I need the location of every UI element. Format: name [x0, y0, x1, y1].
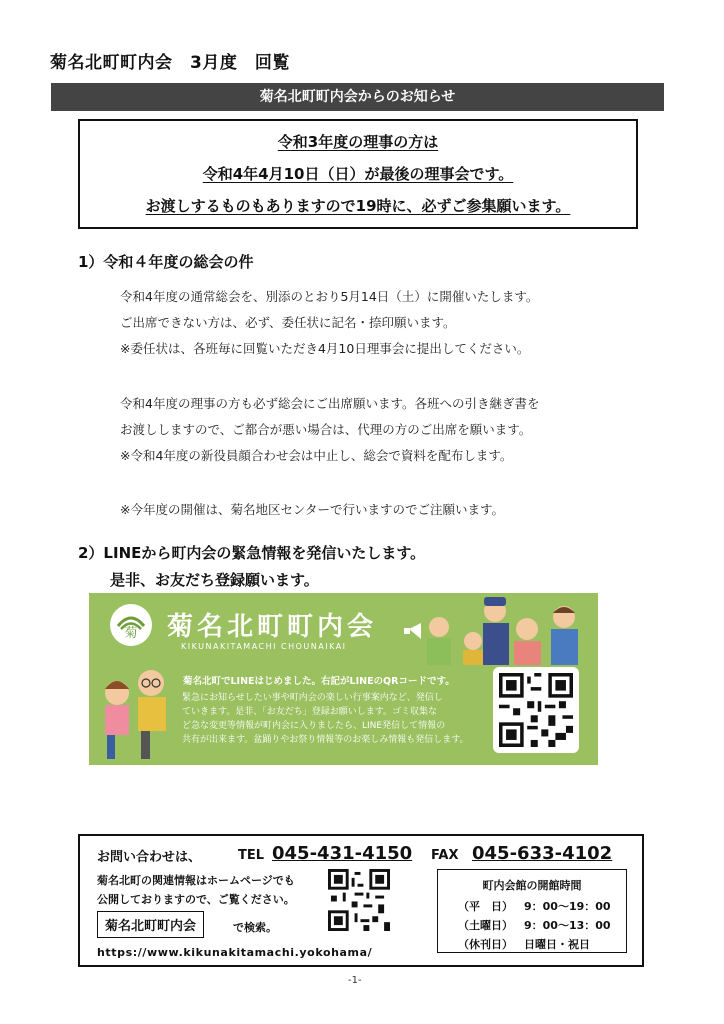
section2-subheading: 是非、お友だち登録願います。	[110, 571, 319, 589]
search-keyword-box: 菊名北町町内会	[97, 911, 204, 938]
logo-character: 菊	[124, 626, 138, 641]
section1-paragraph: ※今年度の開催は、菊名地区センターで行いますのでご注願います。	[120, 502, 504, 517]
hours-box	[437, 869, 627, 953]
banner-text-line: ど急な変更等情報が町内会に入りましたら、LINE発信して情報の	[182, 721, 446, 731]
homepage-qr-code-icon[interactable]	[328, 869, 390, 931]
announcement-text: 令和4年4月10日（日）が最後の理事会です。	[202, 165, 514, 183]
announcement-text: お渡しするものもありますので19時に、必ずご参集願います。	[145, 197, 571, 215]
banner-text-line: 緊急にお知らせしたい事や町内会の楽しい行事案内など、発信し	[182, 693, 443, 703]
couple-illustration	[93, 659, 179, 763]
page-number: -1-	[348, 975, 362, 986]
announcement-line	[80, 163, 636, 184]
search-suffix: で検索。	[233, 921, 277, 934]
homepage-url[interactable]: https://www.kikunakitamachi.yokohama/	[97, 946, 373, 959]
announcement-line	[80, 195, 636, 216]
announcement-line	[80, 131, 636, 152]
info-line: 菊名北町の関連情報はホームページでも	[97, 874, 295, 887]
line-banner	[89, 593, 598, 765]
section1-paragraph: ※令和4年度の新役員顔合わせ会は中止し、総会で資料を配布します。	[120, 448, 513, 463]
banner-text-line: 共有が出来ます。盆踊りやお祭り情報等のお楽しみ情報も発信します。	[182, 735, 469, 745]
section1-paragraph: 令和4年度の理事の方も必ず総会にご出席願います。各班への引き継ぎ書を	[120, 396, 540, 411]
line-qr-code[interactable]	[493, 667, 579, 753]
contact-label: お問い合わせは、	[97, 850, 202, 865]
page-title: 菊名北町町内会 3月度 回覧	[50, 53, 290, 73]
section1-paragraph: ※委任状は、各班毎に回覧いただき4月10日理事会に提出してください。	[120, 341, 530, 356]
fax-label: FAX	[431, 848, 459, 863]
notice-bar: 菊名北町町内会からのお知らせ	[51, 83, 664, 111]
fax-number: 045-633-4102	[472, 843, 613, 864]
hours-time: 9：00～13：00	[524, 919, 611, 932]
section1-paragraph: お渡ししますので、ご都合が悪い場合は、代理の方のご出席を願います。	[120, 422, 532, 437]
hours-day: （平 日）	[458, 900, 513, 913]
megaphone-icon	[409, 623, 421, 639]
section1-heading: 1）令和４年度の総会の件	[78, 253, 254, 271]
hours-day: （土曜日）	[458, 919, 513, 932]
section2-heading: 2）LINEから町内会の緊急情報を発信いたします。	[78, 544, 426, 562]
banner-title: 菊名北町町内会	[167, 612, 378, 642]
banner-text-line: ていきます。是非、「お友だち」登録お願いします。ゴミ収集な	[182, 707, 438, 717]
banner-heading: 菊名北町でLINEはじめました。右記がLINEのQRコードです。	[183, 676, 455, 687]
qr-code-icon	[499, 673, 573, 747]
announcement-text: 令和3年度の理事の方は	[277, 133, 439, 151]
chrysanthemum-logo-icon	[110, 604, 152, 646]
family-illustration	[401, 595, 597, 665]
announcement-box	[78, 119, 638, 229]
info-line: 公開しておりますので、ご覧ください。	[97, 893, 295, 906]
section1-paragraph: ご出席できない方は、必ず、委任状に記名・捺印願います。	[120, 315, 456, 330]
hours-time: 9：00～19：00	[524, 900, 611, 913]
hours-time: 日曜日・祝日	[524, 938, 590, 951]
tel-number[interactable]: 045-431-4150	[272, 843, 413, 864]
banner-subtitle: KIKUNAKITAMACHI CHOUNAIKAI	[181, 642, 347, 651]
tel-label: TEL	[238, 848, 265, 863]
hours-day: （休刊日）	[458, 938, 513, 951]
section1-paragraph: 令和4年度の通常総会を、別添のとおり5月14日（土）に開催いたします。	[120, 289, 539, 304]
hours-title: 町内会館の開館時間	[482, 879, 582, 892]
